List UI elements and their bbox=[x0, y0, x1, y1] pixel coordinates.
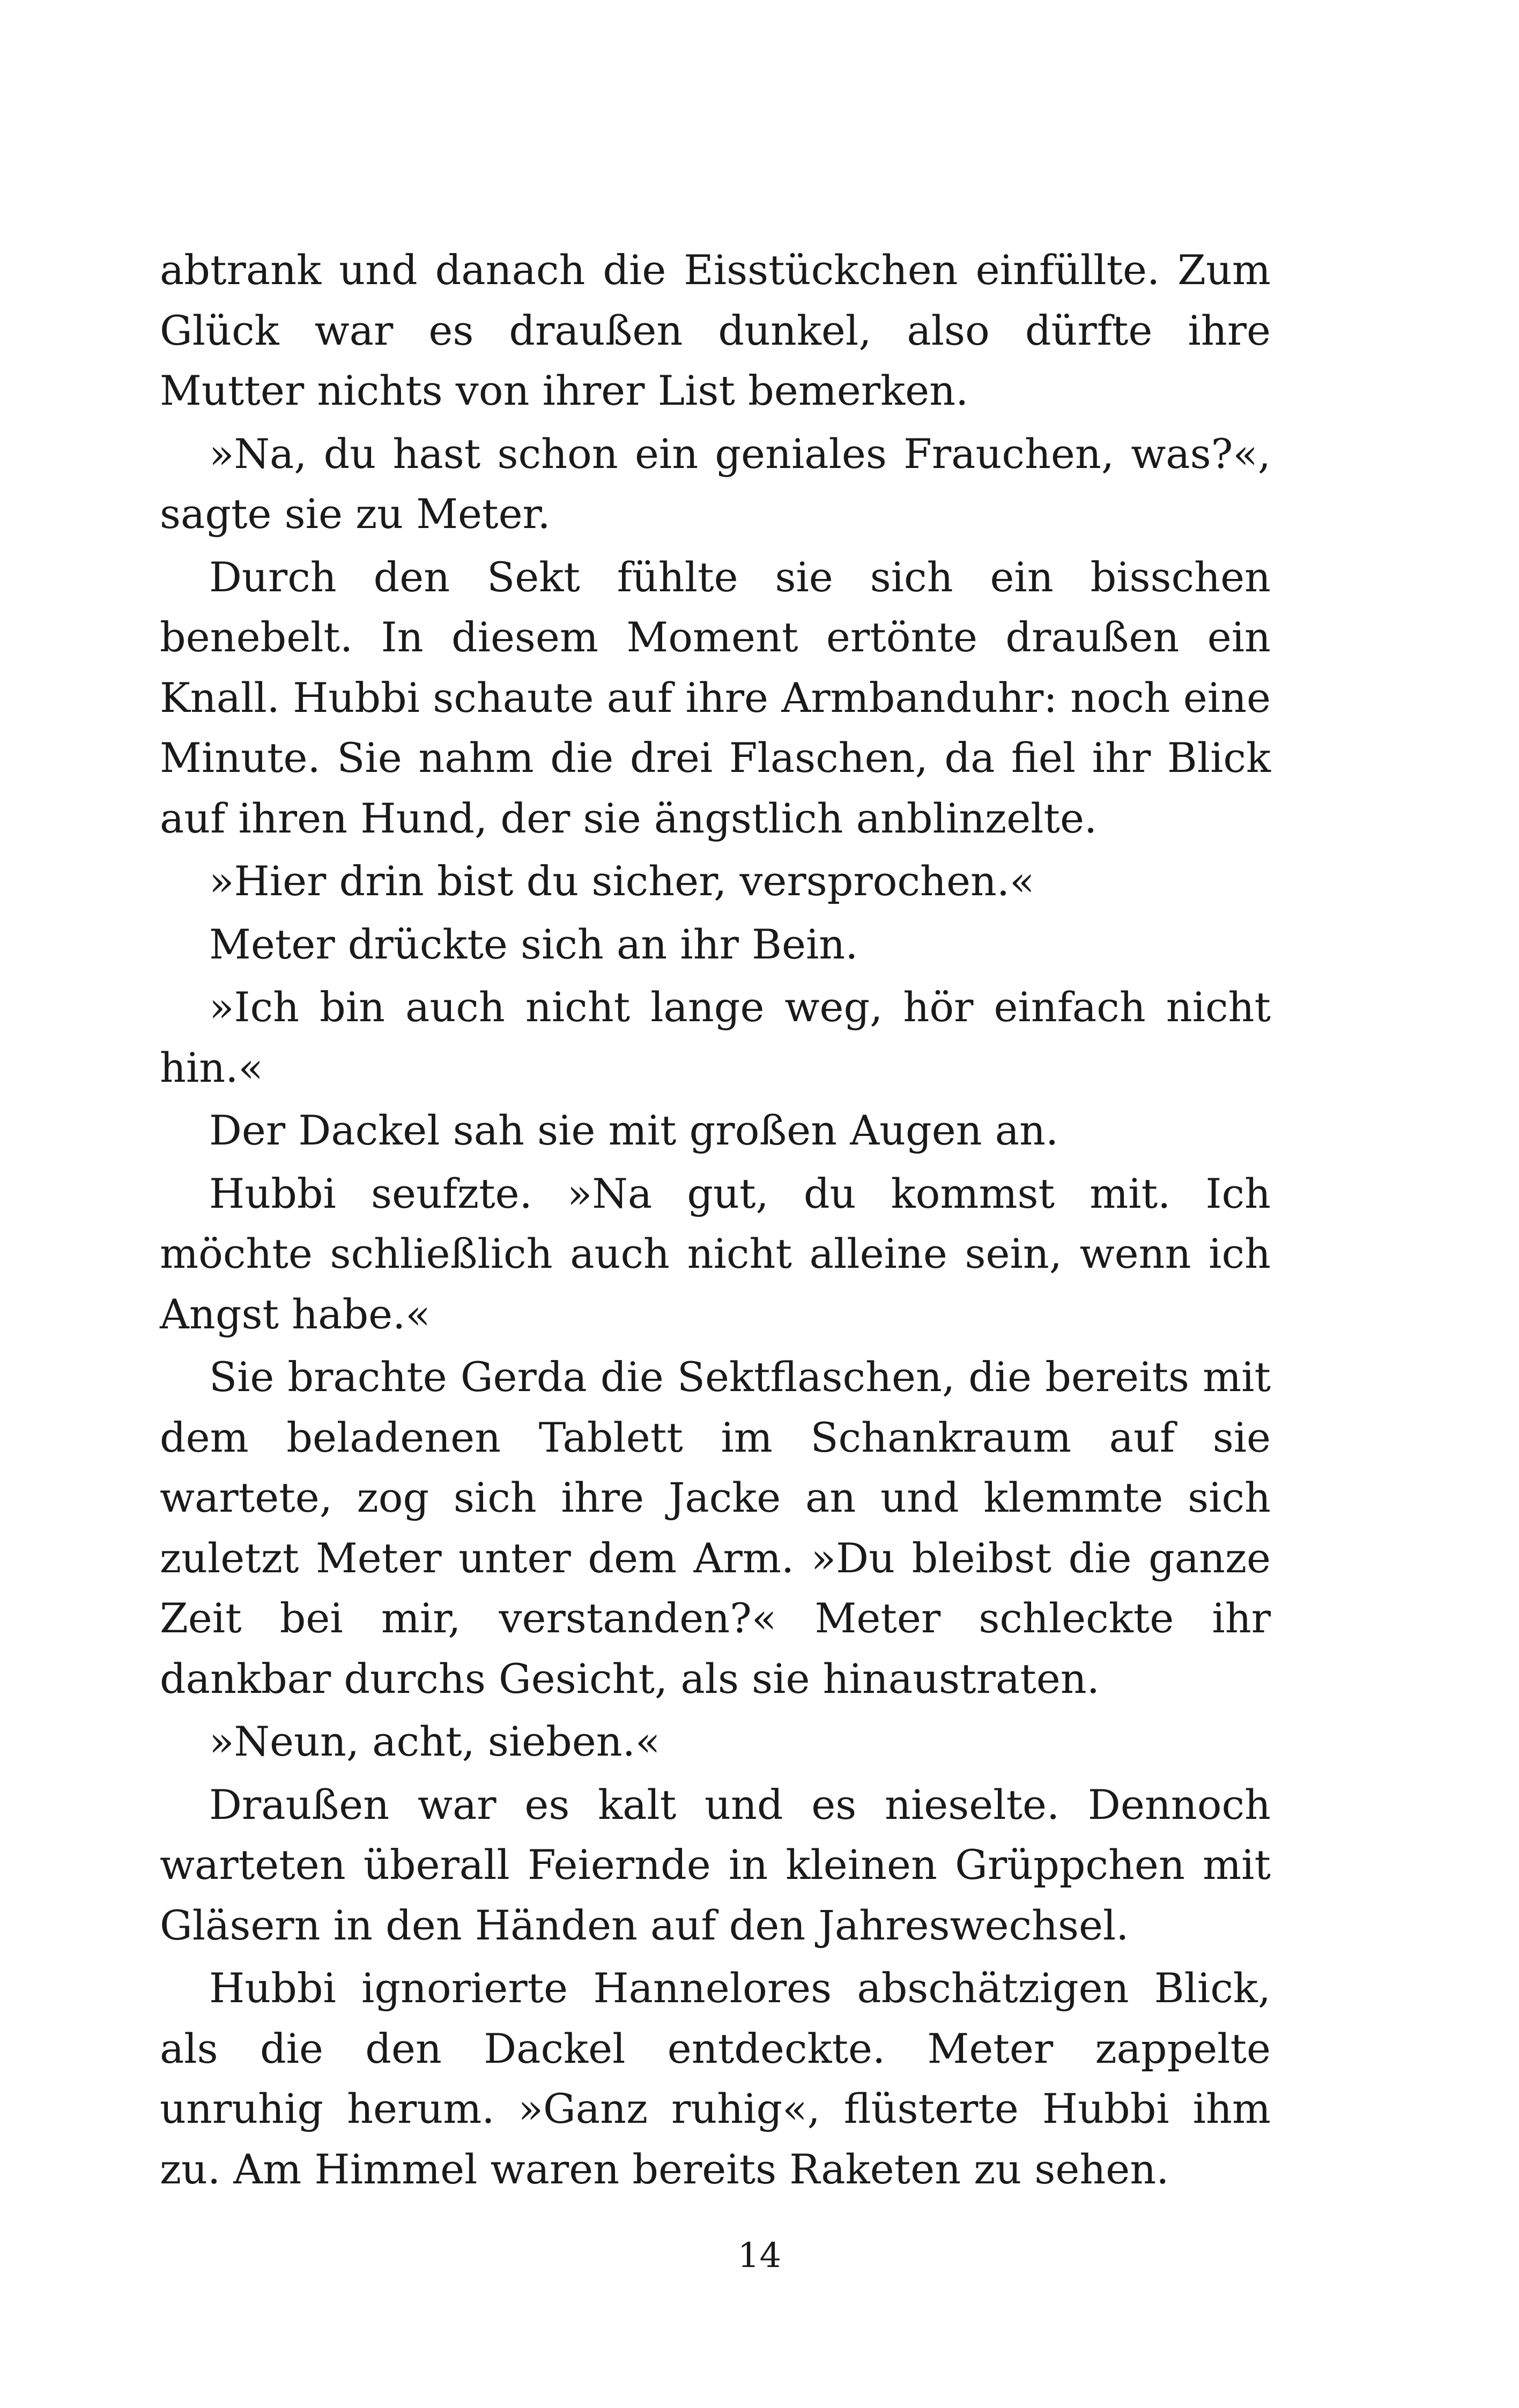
paragraph-8: Hubbi seufzte. »Na gut, du kommst mit. Ich möchte schließlich auch nicht alleine sein, wenn ich Angst habe.« bbox=[160, 1169, 1271, 1338]
paragraph-7: Der Dackel sah sie mit großen Augen an. bbox=[209, 1106, 1059, 1154]
body-text bbox=[160, 240, 1271, 2202]
paragraph-4: »Hier drin bist du sicher, versprochen.« bbox=[209, 857, 1035, 905]
paragraph-5: Meter drückte sich an ihr Bein. bbox=[209, 920, 858, 968]
paragraph-1: abtrank und danach die Eisstückchen einfüllte. Zum Glück war es draußen dunkel, also dürfte ihre Mutter nichts von ihrer List bemerken. bbox=[160, 246, 1271, 414]
paragraph-11: Draußen war es kalt und es nieselte. Dennoch warteten überall Feiernde in kleinen Grüppchen mit Gläsern in den Händen auf den Jahreswechsel. bbox=[160, 1780, 1271, 1949]
paragraph-12: Hubbi ignorierte Hannelores abschätzigen Blick, als die den Dackel entdeckte. Meter zappelte unruhig herum. »Ganz ruhig«, flüsterte Hubbi ihm zu. Am Himmel waren bereits Raketen zu sehen. bbox=[160, 1964, 1271, 2193]
paragraph-9: Sie brachte Gerda die Sektflaschen, die bereits mit dem beladenen Tablett im Schankraum auf sie wartete, zog sich ihre Jacke an und klemmte sich zuletzt Meter unter dem Arm. »Du bleibst die ganze Zeit bei mir, verstanden?« Meter schleckte ihr dankbar durchs Gesicht, als sie hinaustraten. bbox=[160, 1353, 1271, 1703]
paragraph-2: »Na, du hast schon ein geniales Frauchen, was?«, sagte sie zu Meter. bbox=[160, 429, 1271, 538]
paragraph-6: »Ich bin auch nicht lange weg, hör einfach nicht hin.« bbox=[160, 983, 1271, 1091]
page-number: 14 bbox=[737, 2236, 782, 2276]
paragraph-3: Durch den Sekt fühlte sie sich ein bisschen benebelt. In diesem Moment ertönte draußen ein Knall. Hubbi schaute auf ihre Armbanduhr: noch eine Minute. Sie nahm die drei Flaschen, da fiel ihr Blick auf ihren Hund, der sie ängstlich anblinzelte. bbox=[160, 553, 1271, 842]
paragraph-10: »Neun, acht, sieben.« bbox=[209, 1718, 661, 1765]
